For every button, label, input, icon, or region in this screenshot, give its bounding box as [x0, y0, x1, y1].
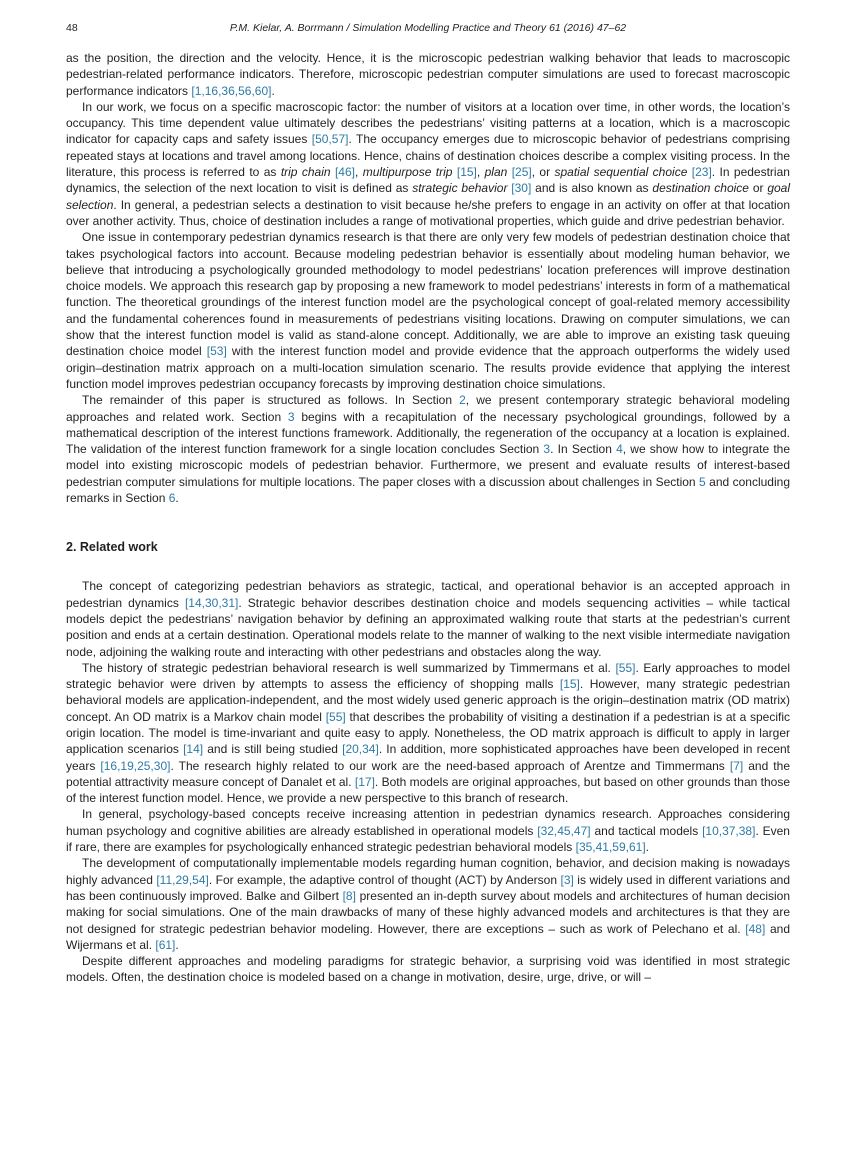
section-link[interactable]: 3 [287, 409, 295, 424]
section-link[interactable]: 4 [616, 442, 623, 457]
page-number: 48 [66, 22, 78, 34]
citation-link[interactable]: [14,30,31] [184, 595, 239, 610]
section-link[interactable]: 3 [543, 442, 551, 457]
paragraph-6: The history of strategic pedestrian behavioral research is well summarized by Timmermans et al. [55]. Early approaches to model strategic behavior were driven by attempts to assess the efficiency of shopping malls [15]. However, many strategic pedestrian behavioral models are application-independent, and the most widely used generic approach is the origin–destination matrix (OD matrix) concept. An OD matrix is a Markov chain model [55] that describes the probability of visiting a destination if a pedestrian is at a specific origin location. The model is time-invariant and quite easy to apply. Nonetheless, the OD matrix approach is difficult to apply in larger application scenarios [14] and is still being studied [20,34]. In addition, more sophisticated approaches have been developed in recent years [16,19,25,30]. The research highly related to our work are the need-based approach of Arentze and Timmermans [7] and the potential attractivity measure concept of Danalet et al. [17]. Both models are original approaches, but based on other grounds than those of the interest function model. Hence, we provide a new perspective to this branch of research. [66, 660, 790, 806]
citation-link[interactable]: [55] [615, 660, 636, 675]
citation-link[interactable]: [35,41,59,61] [575, 840, 646, 855]
citation-link[interactable]: [11,29,54] [156, 872, 209, 887]
citation-link[interactable]: [46] [334, 165, 355, 180]
paragraph-3: One issue in contemporary pedestrian dynamics research is that there are only very few models of pedestrian destination choice that takes psychological factors into account. Because modeling pedestrian behavior is essentially about modeling human behavior, we believe that introducing a psychologically grounded methodology to model pedestrians’ location preferences will improve destination choice models. We approach this research gap by proposing a new framework to model pedestrians’ interests in form of a mathematical function. The theoretical groundings of the interest function model are the psychological concept of goal-related memory accessibility and the fundamental coherences found in measurements of pedestrians visiting locations. Drawing on computer simulations, we can show that the interest function model is valid as stand-alone concept. Additionally, we are able to improve an existing task queuing destination choice model [53] with the interest function model and provide evidence that the approach outperforms the widely used origin–destination matrix approach on a multi-location simulation scenario. The results provide evidence that applying the interest function model improves pedestrian occupancy forecasts by improving destination choice simulations. [66, 230, 790, 391]
citation-link[interactable]: [48] [745, 921, 766, 936]
paragraph-8: The development of computationally implementable models regarding human cognition, behavior, and decision making is nowadays highly advanced [11,29,54]. For example, the adaptive control of thought (ACT) by Anderson [3] is widely used in different variations and has been continuously improved. Balke and Gilbert [8] presented an in-depth survey about models and architectures of human decision making for social simulations. One of the main drawbacks of many of these highly advanced models and architectures is that they are not designed for strategic pedestrian behavior modeling. However, there are exceptions – such as work of Pelechano et al. [48] and Wijermans et al. [61]. [66, 856, 791, 952]
citation-link[interactable]: [16,19,25,30] [100, 758, 171, 773]
citation-link[interactable]: [53] [206, 344, 227, 359]
citation-link[interactable]: [15] [456, 165, 477, 180]
section-link[interactable]: 5 [699, 474, 706, 489]
citation-link[interactable]: [1,16,36,56,60] [191, 83, 272, 98]
citation-link[interactable]: [20,34] [342, 742, 379, 757]
paragraph-9: Despite different approaches and modeling paradigms for strategic behavior, a surprising void was identified in most strategic models. Often, the destination choice is modeled based on a change in motivation, desire, urge, drive, or will – [66, 954, 790, 985]
paragraph-1: as the position, the direction and the velocity. Hence, it is the microscopic pedestrian walking behavior that leads to macroscopic pedestrian-related performance indicators. Therefore, microscopic pedestrian computer simulations are used to forecast macroscopic performance indicators [1,16,36,56,60]. [66, 51, 790, 98]
citation-link[interactable]: [7] [729, 758, 744, 773]
paragraph-7: In general, psychology-based concepts receive increasing attention in pedestrian dynamics research. Approaches considering human psychology and cognitive abilities are already established in operational models [32,45,47] and tactical models [10,37,38]. Even if rare, there are examples for psychologically enhanced strategic pedestrian behavioral models [35,41,59,61]. [66, 807, 790, 855]
article-body [66, 50, 790, 986]
citation-link[interactable]: [10,37,38] [702, 823, 756, 838]
paragraph-2: In our work, we focus on a specific macroscopic factor: the number of visitors at a location over time, in other words, the location’s occupancy. This time dependent value ultimately describes the pedestrians’ visiting patterns at a location, which is a macroscopic indicator for capacity caps and safety issues [50,57]. The occupancy emerges due to microscopic behavior of pedestrians comprising repeated stays at locations and travel among locations. Hence, chains of destination choices describe a complex visiting process. In the literature, this process is referred to as trip chain [46], multipurpose trip [15], plan [25], or spatial sequential choice [23]. In pedestrian dynamics, the selection of the next location to visit is defined as strategic behavior [30] and is also known as destination choice or goal selection. In general, a pedestrian selects a destination to visit because he/she prefers to engage in an activity on offer at that location over another activity. Thus, choice of destination includes a range of motivational properties, which guide and drive pedestrian behavior. [66, 99, 791, 228]
citation-link[interactable]: [61] [155, 937, 176, 952]
citation-link[interactable]: [25] [511, 165, 532, 180]
section-heading: 2. Related work [66, 540, 158, 555]
citation-link[interactable]: [8] [342, 888, 356, 903]
running-title: P.M. Kielar, A. Borrmann / Simulation Modelling Practice and Theory 61 (2016) 47–62 [229, 22, 627, 34]
citation-link[interactable]: [23] [691, 165, 712, 180]
citation-link[interactable]: [50,57] [311, 132, 349, 147]
citation-link[interactable]: [15] [559, 677, 580, 692]
citation-link[interactable]: [30] [511, 181, 532, 196]
paragraph-4: The remainder of this paper is structured as follows. In Section 2, we present contemporary strategic behavioral modeling approaches and related work. Section 3 begins with a recapitulation of the necessary psychological groundings, followed by a mathematical description of the interest functions framework. Additionally, the regeneration of the occupancy at a location is explained. The validation of the interest function framework for a single location concludes Section 3. In Section 4, we show how to integrate the model into existing microscopic models of pedestrian behavior. Furthermore, we present and evaluate results of interest-based pedestrian computer simulations for multiple locations. The paper closes with a discussion about challenges in Section 5 and concluding remarks in Section 6. [66, 393, 790, 506]
running-header [66, 22, 790, 38]
citation-link[interactable]: [14] [183, 742, 204, 757]
paragraph-5: The concept of categorizing pedestrian behaviors as strategic, tactical, and operational behavior is an accepted approach in pedestrian dynamics [14,30,31]. Strategic behavior describes destination choice and models sequencing activities – while tactical models depict the pedestrians’ navigation behavior by defining an approximated walking route that starts at the pedestrian’s current position and ends at a certain destination. Operational models relate to the manner of walking to the next visible intermediate navigation node, adjoining the walking route and interacting with other pedestrians and obstacles along the way. [66, 579, 790, 659]
citation-link[interactable]: [32,45,47] [537, 823, 591, 838]
citation-link[interactable]: [55] [325, 709, 346, 724]
section-link[interactable]: 2 [459, 393, 466, 408]
citation-link[interactable]: [17] [354, 774, 375, 789]
section-link[interactable]: 6 [168, 491, 176, 506]
citation-link[interactable]: [3] [560, 872, 574, 887]
